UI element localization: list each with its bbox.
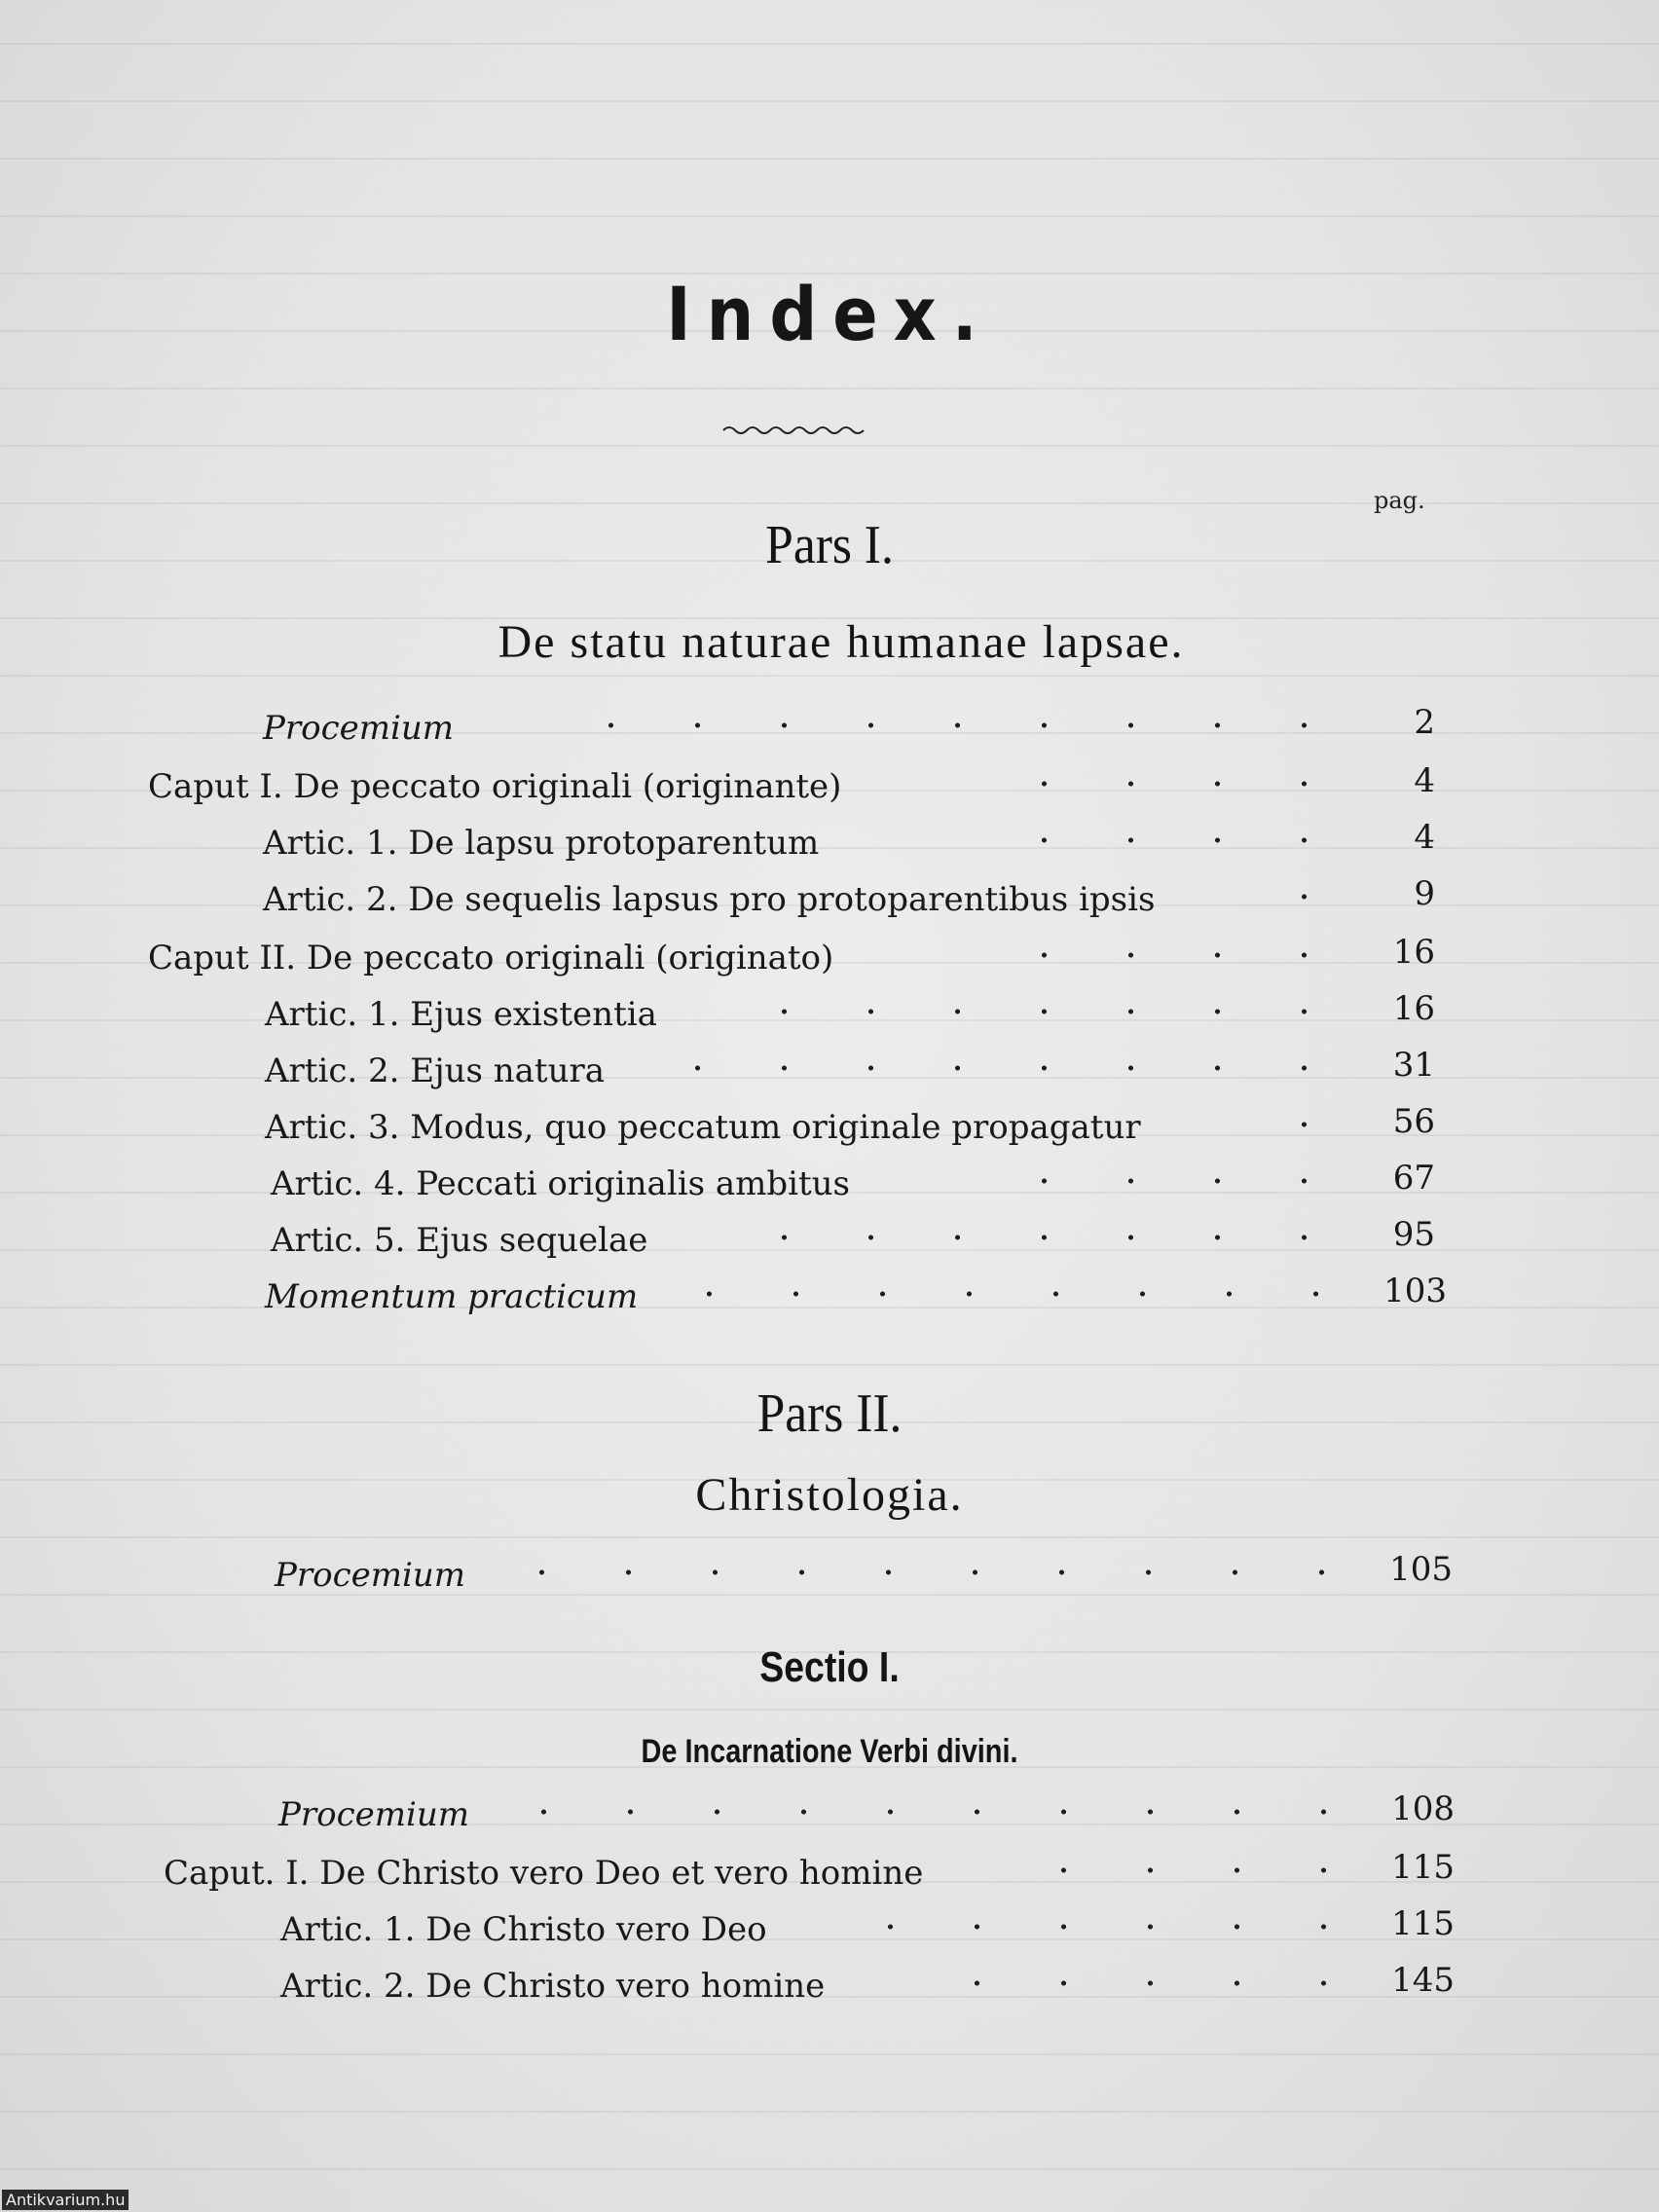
watermark-caption: Antikvarium.hu	[2, 2190, 129, 2210]
toc-entry-page: 16	[1392, 933, 1435, 972]
dot-leader	[964, 837, 1347, 843]
toc-entry-label: Artic. 2. Ejus natura	[265, 1051, 606, 1090]
toc-entry-label: Caput II. De peccato originali (originato)	[148, 939, 834, 977]
toc-entry-label: Artic. 1. De lapsu protoparentum	[263, 824, 820, 863]
toc-entry[interactable]	[263, 818, 1435, 870]
sectio-subtitle: De Incarnatione Verbi divini.	[641, 1733, 1018, 1770]
toc-entry-page: 108	[1391, 1789, 1455, 1828]
toc-entry-page: 9	[1414, 874, 1435, 913]
dot-leader	[1059, 1867, 1367, 1873]
sectio-heading: Sectio I.	[759, 1643, 900, 1691]
toc-entry-label: Artic. 2. De Christo vero homine	[280, 1967, 826, 2006]
toc-entry-label: Artic. 1. De Christo vero Deo	[280, 1910, 767, 1949]
toc-entry-label: Artic. 2. De sequelis lapsus pro protoparentibus ipsis	[263, 880, 1156, 919]
dot-leader	[972, 1178, 1347, 1184]
toc-entry-page: 16	[1392, 989, 1435, 1028]
dot-leader	[537, 1569, 1365, 1575]
toc-entry[interactable]	[271, 1215, 1435, 1268]
dot-leader	[865, 1924, 1367, 1930]
toc-entry-page: 115	[1391, 1904, 1455, 1943]
dot-leader	[771, 1009, 1347, 1014]
dot-leader	[962, 1980, 1367, 1986]
toc-entry-page: 2	[1414, 703, 1435, 742]
wave-ornament	[721, 421, 867, 440]
toc-entry[interactable]	[265, 1046, 1435, 1098]
toc-entry-page: 67	[1392, 1159, 1435, 1198]
pars-1-heading: Pars I.	[765, 515, 894, 575]
toc-entry[interactable]	[263, 874, 1435, 927]
dot-leader	[545, 722, 1347, 728]
dot-leader	[693, 1291, 1359, 1297]
toc-entry[interactable]	[148, 933, 1435, 985]
dot-leader	[1285, 894, 1347, 900]
toc-entry-label: Artic. 1. Ejus existentia	[265, 995, 657, 1034]
dot-leader	[1238, 1122, 1347, 1127]
dot-leader	[966, 781, 1347, 787]
toc-entry[interactable]	[265, 1272, 1447, 1324]
toc-entry[interactable]	[278, 1789, 1455, 1842]
page-column-label: pag.	[1374, 487, 1425, 514]
toc-entry-label: Artic. 4. Peccati originalis ambitus	[271, 1164, 850, 1203]
toc-entry-page: 115	[1391, 1848, 1455, 1887]
toc-entry-page: 56	[1392, 1102, 1435, 1141]
toc-entry-label: Caput. I. De Christo vero Deo et vero homine	[164, 1854, 924, 1893]
toc-entry[interactable]	[265, 989, 1435, 1042]
toc-entry[interactable]	[280, 1961, 1455, 2013]
dot-leader	[693, 1065, 1347, 1071]
pars-1-subtitle: De statu naturae humanae lapsae.	[498, 616, 1185, 668]
toc-entry-label: Artic. 3. Modus, quo peccatum originale propagatur	[265, 1108, 1141, 1147]
toc-entry-label: Artic. 5. Ejus sequelae	[271, 1221, 648, 1260]
toc-entry-page: 31	[1392, 1046, 1435, 1085]
toc-entry[interactable]	[280, 1904, 1455, 1957]
toc-entry[interactable]	[275, 1550, 1453, 1603]
toc-entry-page: 103	[1383, 1272, 1447, 1310]
toc-entry-page: 4	[1414, 761, 1435, 800]
toc-entry-page: 4	[1414, 818, 1435, 857]
toc-entry-label: Momentum practicum	[265, 1277, 639, 1316]
toc-entry-label: Procemium	[278, 1795, 470, 1834]
toc-entry[interactable]	[263, 703, 1435, 756]
toc-entry[interactable]	[148, 761, 1435, 814]
pars-2-heading: Pars II.	[756, 1383, 903, 1444]
toc-entry-page: 145	[1391, 1961, 1455, 2000]
dot-leader	[976, 952, 1347, 958]
toc-entry-page: 95	[1392, 1215, 1435, 1254]
toc-entry[interactable]	[265, 1102, 1435, 1155]
toc-entry-label: Procemium	[263, 709, 455, 748]
toc-entry-label: Procemium	[275, 1556, 466, 1595]
dot-leader	[541, 1809, 1367, 1815]
toc-entry[interactable]	[164, 1848, 1455, 1900]
toc-entry-page: 105	[1389, 1550, 1453, 1589]
toc-entry[interactable]	[271, 1159, 1435, 1211]
page-title: Index.	[666, 271, 993, 357]
pars-2-subtitle: Christologia.	[695, 1469, 964, 1521]
dot-leader	[709, 1235, 1347, 1240]
toc-entry-label: Caput I. De peccato originali (originante)	[148, 767, 842, 806]
